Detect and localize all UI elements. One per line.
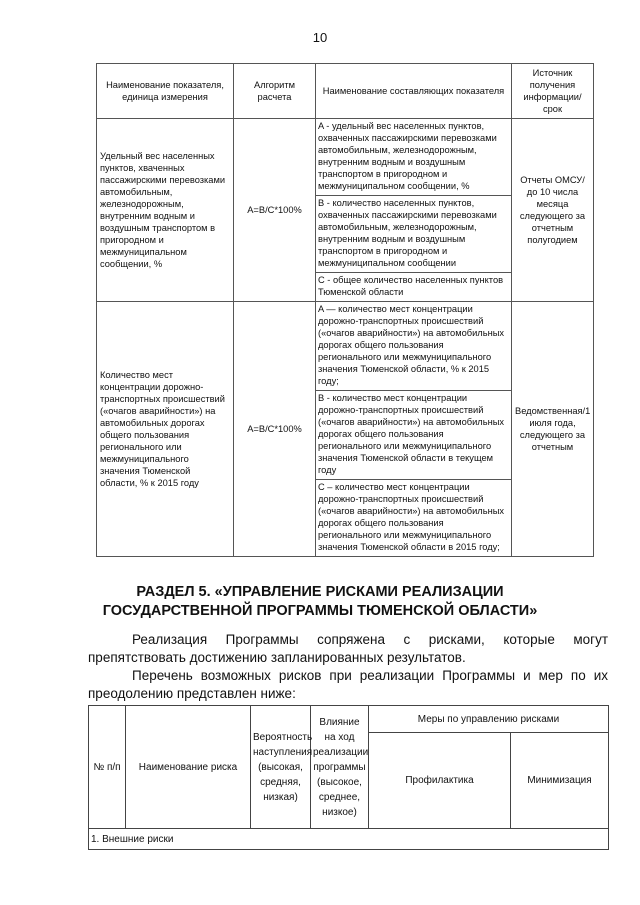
section-title: РАЗДЕЛ 5. «УПРАВЛЕНИЕ РИСКАМИ РЕАЛИЗАЦИИ ГОСУДАРСТВЕННОЙ ПРОГРАММЫ ТЮМЕНСКОЙ ОБЛАСТИ» <box>102 584 538 619</box>
table-row <box>89 829 609 850</box>
indicator-name: Удельный вес населенных пунктов, хваченных пассажирскими перевозками автомобильным, железнодорожным, внутренним водным и воздушным транспортом в пригородном и межмуниципальном сообщении, % <box>97 119 234 302</box>
paragraph-risks-list: Перечень возможных рисков при реализации Программы и мер по их преодолению представлен ниже: <box>88 668 608 701</box>
header-number: № п/п <box>89 706 126 829</box>
paragraph-risks-intro: Реализация Программы сопряжена с рисками, которые могут препятствовать достижению запланированных результатов. <box>88 632 608 665</box>
header-risk-name: Наименование риска <box>126 706 251 829</box>
header-source: Источник получения информации/срок <box>512 64 594 119</box>
component-a: A - удельный вес населенных пунктов, охваченных пассажирскими перевозками автомобильным, железнодорожным, внутренним водным и воздушным транспортом в пригородном и межмуниципальном сообщении, % <box>316 119 511 196</box>
header-probability: Вероятность наступления (высокая, средняя, низкая) <box>251 706 311 829</box>
component-c: C – количество мест концентрации дорожно-транспортных происшествий («очагов аварийности») на автомобильных дорогах общего пользования регионального или межмуниципального значения Тюменской области в 2015 году; <box>318 482 505 552</box>
page-number: 10 <box>312 30 328 45</box>
indicator-source: Ведомственная/1 июля года, следующего за отчетным <box>512 302 594 557</box>
component-c: C - общее количество населенных пунктов Тюменской области <box>318 275 504 297</box>
indicator-components <box>316 119 512 302</box>
indicator-source: Отчеты ОМСУ/ до 10 числа месяца следующего за отчетным полугодием <box>512 119 594 302</box>
header-prevention: Профилактика <box>369 733 511 829</box>
component-b: B - количество населенных пунктов, охваченных пассажирскими перевозками автомобильным, железнодорожным, внутренним водным и воздушным транспортом в пригородном и межмуниципальном сообщении <box>316 196 511 273</box>
indicator-algorithm: A=B/C*100% <box>234 119 316 302</box>
component-a: A — количество мест концентрации дорожно-транспортных происшествий («очагов аварийности») на автомобильных дорогах общего пользования регионального или межмуниципального значения Тюменской области, % к 2015 году; <box>316 302 511 391</box>
header-indicator-name: Наименование показателя, единица измерения <box>97 64 234 119</box>
table-header-row <box>97 64 594 119</box>
external-risks-row: 1. Внешние риски <box>89 829 609 850</box>
indicators-table <box>96 63 594 557</box>
risks-table <box>88 705 609 850</box>
header-minimization: Минимизация <box>511 733 609 829</box>
component-b: B - количество мест концентрации дорожно-транспортных происшествий («очагов аварийности») на автомобильных дорогах общего пользования регионального или межмуниципального значения Тюменской области в текущем году <box>316 391 511 480</box>
header-components: Наименование составляющих показателя <box>316 64 512 119</box>
indicator-components <box>316 302 512 557</box>
risks-header-row <box>89 706 609 733</box>
header-algorithm: Алгоритм расчета <box>234 64 316 119</box>
header-impact: Влияние на ход реализации программы (высокое, среднее, низкое) <box>311 706 369 829</box>
indicator-name: Количество мест концентрации дорожно-транспортных происшествий («очагов аварийности») на автомобильных дорогах общего пользования регионального или межмуниципального значения Тюменской области, % к 2015 году <box>97 302 234 557</box>
indicator-algorithm: A=B/C*100% <box>234 302 316 557</box>
table-row <box>97 302 594 557</box>
header-risk-measures: Меры по управлению рисками <box>369 706 609 733</box>
table-row <box>97 119 594 302</box>
